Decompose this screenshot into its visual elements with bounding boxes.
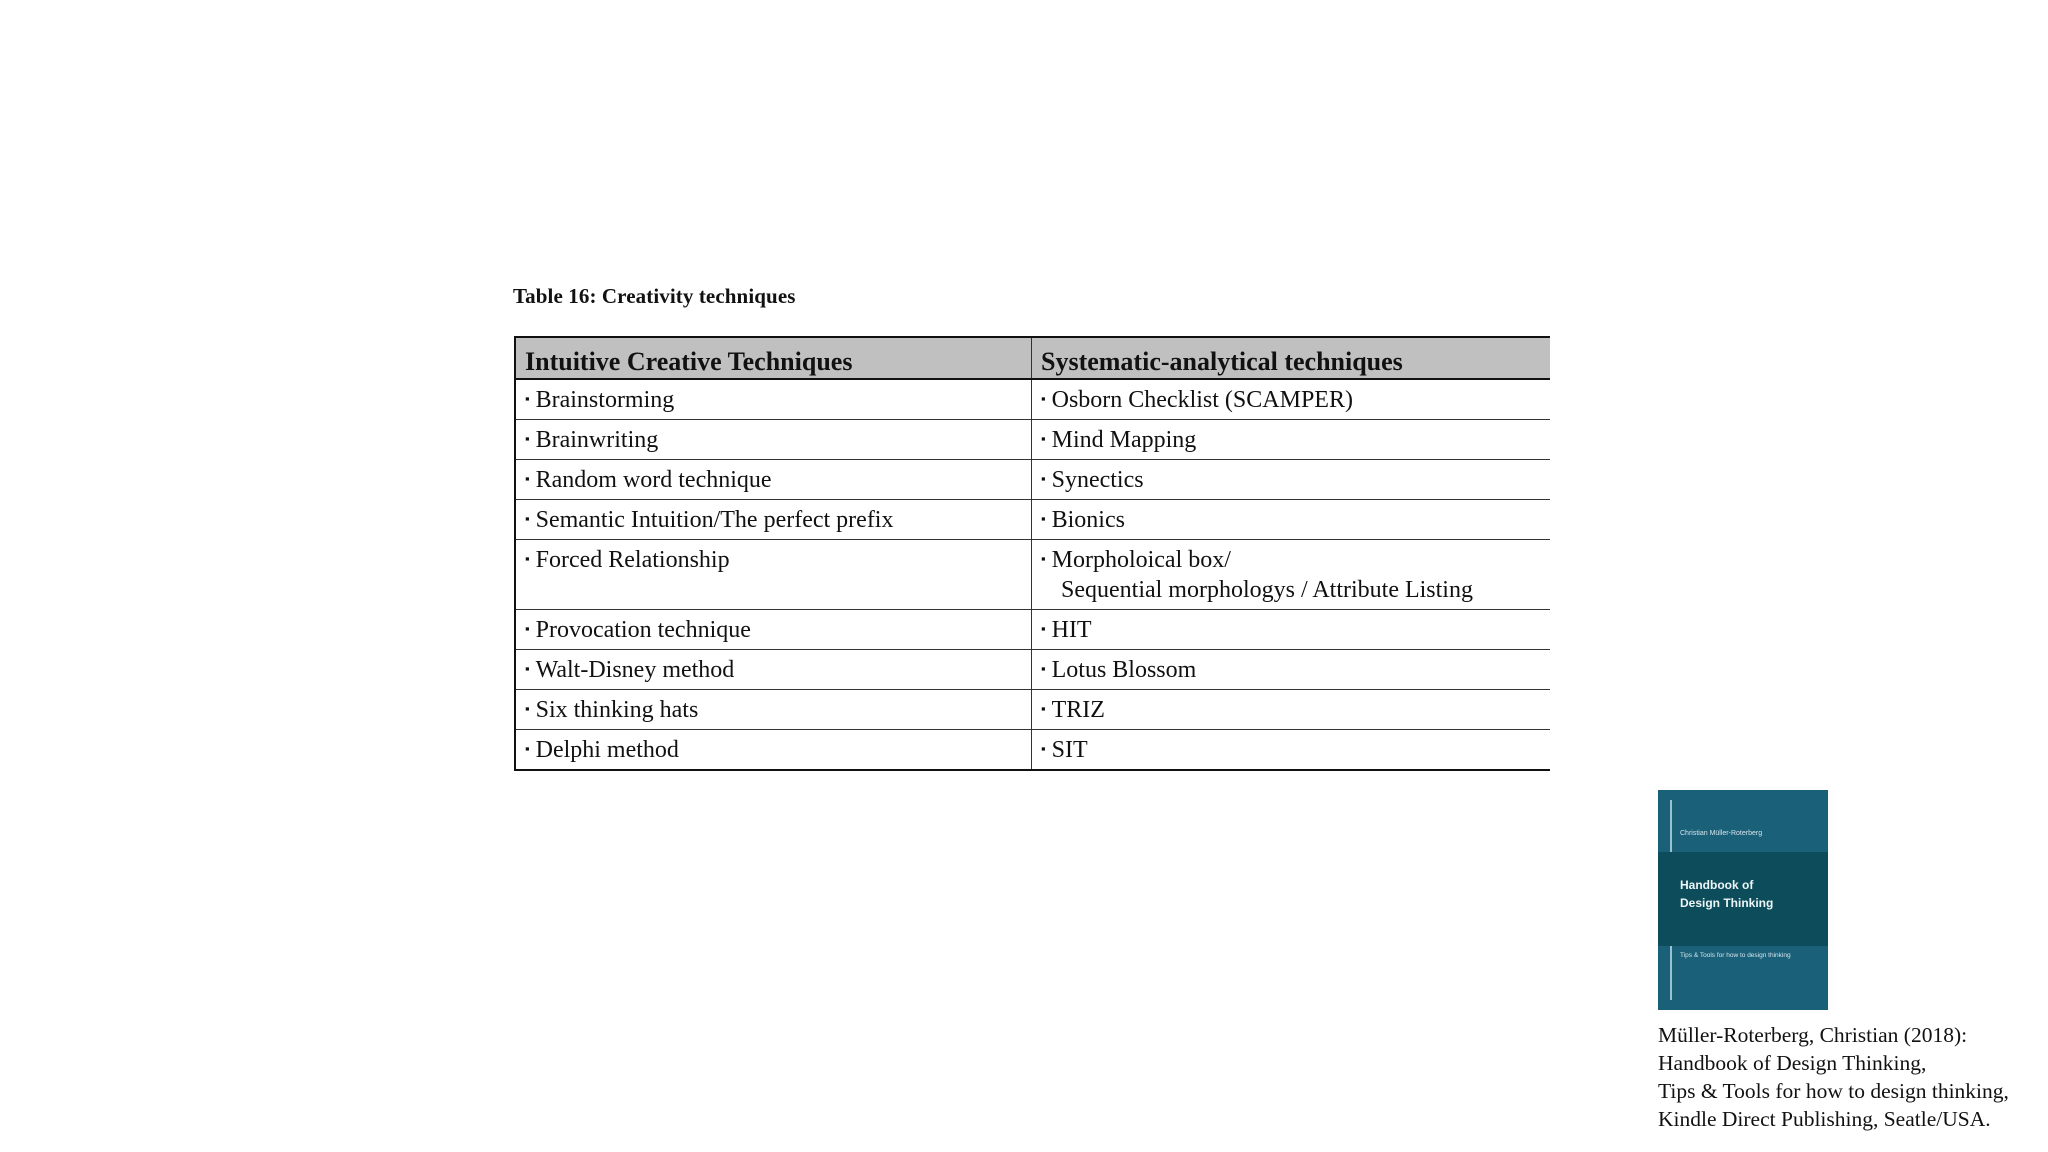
table-cell-systematic: ▪ TRIZ (1032, 690, 1550, 729)
book-title: Handbook of Design Thinking (1680, 878, 1774, 910)
table-cell-continuation: Sequential morphologys / Attribute Listing (1061, 577, 1473, 603)
bullet-icon: ▪ (525, 391, 530, 406)
bullet-icon: ▪ (525, 741, 530, 756)
table-cell-systematic: ▪ Mind Mapping (1032, 420, 1550, 459)
table-cell-intuitive: ▪ Brainstorming (516, 380, 1032, 419)
table-cell-intuitive: ▪ Brainwriting (516, 420, 1032, 459)
table-cell-systematic: ▪ SIT (1032, 730, 1550, 769)
table-row (516, 690, 1550, 730)
table-cell-systematic: ▪ Lotus Blossom (1032, 650, 1550, 689)
bullet-icon: ▪ (525, 621, 530, 636)
table-row (516, 610, 1550, 650)
bullet-icon: ▪ (525, 701, 530, 716)
citation-line: Kindle Direct Publishing, Seatle/USA. (1658, 1107, 1991, 1131)
table-cell-systematic: ▪ Morpholoical box/ Sequential morphologys / Attribute Listing (1032, 540, 1550, 609)
table-cell-intuitive: ▪ Forced Relationship (516, 540, 1032, 609)
bullet-icon: ▪ (525, 431, 530, 446)
header-systematic: Systematic-analytical techniques (1041, 347, 1403, 376)
table-cell-intuitive: ▪ Provocation technique (516, 610, 1032, 649)
table-row (516, 500, 1550, 540)
citation-line: Handbook of Design Thinking, (1658, 1051, 1927, 1075)
table-row (516, 540, 1550, 610)
table-cell-intuitive: ▪ Walt-Disney method (516, 650, 1032, 689)
bullet-icon: ▪ (525, 661, 530, 676)
bullet-icon: ▪ (1041, 701, 1046, 716)
table-row (516, 460, 1550, 500)
table-cell-systematic: ▪ HIT (1032, 610, 1550, 649)
book-author: Christian Müller-Roterberg (1680, 830, 1763, 837)
table-header-row (516, 338, 1550, 380)
table-cell-systematic: ▪ Synectics (1032, 460, 1550, 499)
table-cell-intuitive: ▪ Random word technique (516, 460, 1032, 499)
bullet-icon: ▪ (525, 471, 530, 486)
table-caption: Table 16: Creativity techniques (513, 284, 796, 308)
citation-line: Tips & Tools for how to design thinking, (1658, 1079, 2009, 1103)
table-row (516, 420, 1550, 460)
bullet-icon: ▪ (525, 511, 530, 526)
table-cell-intuitive: ▪ Semantic Intuition/The perfect prefix (516, 500, 1032, 539)
header-intuitive: Intuitive Creative Techniques (516, 338, 1032, 378)
table-row (516, 650, 1550, 690)
bullet-icon: ▪ (1041, 391, 1046, 406)
table-cell-intuitive: ▪ Delphi method (516, 730, 1032, 769)
bullet-icon: ▪ (1041, 431, 1046, 446)
bullet-icon: ▪ (1041, 621, 1046, 636)
table-cell-intuitive: ▪ Six thinking hats (516, 690, 1032, 729)
citation (1658, 1021, 2009, 1133)
creativity-techniques-table (514, 336, 1550, 771)
table-row (516, 730, 1550, 769)
citation-line: Müller-Roterberg, Christian (2018): (1658, 1023, 1968, 1047)
table-cell-systematic: ▪ Bionics (1032, 500, 1550, 539)
bullet-icon: ▪ (1041, 741, 1046, 756)
book-cover-image (1658, 790, 1828, 1010)
bullet-icon: ▪ (525, 551, 530, 566)
bullet-icon: ▪ (1041, 551, 1046, 566)
book-subtitle: Tips & Tools for how to design thinking (1680, 952, 1791, 959)
table-cell-systematic: ▪ Osborn Checklist (SCAMPER) (1032, 380, 1550, 419)
bullet-icon: ▪ (1041, 511, 1046, 526)
table-row (516, 380, 1550, 420)
bullet-icon: ▪ (1041, 471, 1046, 486)
bullet-icon: ▪ (1041, 661, 1046, 676)
